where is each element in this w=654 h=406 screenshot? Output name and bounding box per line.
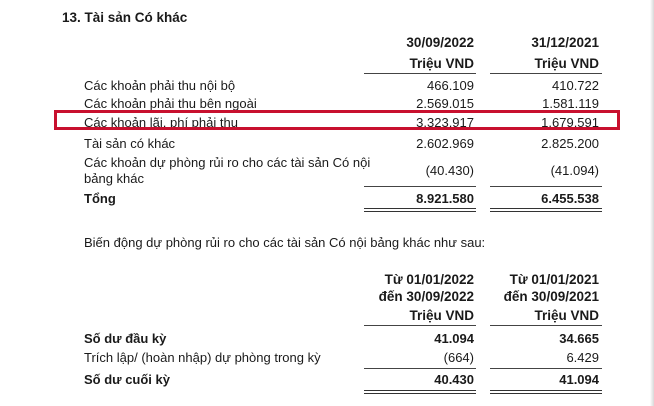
total-bottom-rule-1 [364, 208, 476, 212]
period-2-line2: đến 30/09/2021 [503, 289, 599, 304]
row-label: Trích lập/ (hoàn nhập) dự phòng trong kỳ [84, 350, 321, 365]
header-rule-2 [490, 73, 602, 74]
page-edge-shadow [650, 0, 654, 406]
row-value-2022: 2.569.015 [416, 96, 474, 111]
col-unit-1: Triệu VND [409, 308, 474, 323]
row-value-2021: 1.581.119 [542, 96, 599, 111]
row-label: Tài sản có khác [84, 136, 176, 151]
col-unit-1: Triệu VND [409, 56, 474, 71]
total2-bottom-rule-2 [490, 390, 602, 394]
section-title: 13. Tài sản Có khác [62, 10, 188, 25]
total-label: Tổng [84, 191, 116, 206]
total-top-rule-1 [364, 186, 476, 187]
row-value-2021: 2.825.200 [541, 136, 599, 151]
row-value-2021: 410.722 [552, 78, 599, 93]
row-value-2022: 40.430 [434, 372, 474, 387]
row-value-2021: 41.094 [559, 372, 599, 387]
header2-rule-2 [490, 325, 602, 326]
highlight-box [54, 110, 620, 130]
header2-rule-1 [364, 325, 476, 326]
col-unit-2: Triệu VND [534, 56, 599, 71]
row-label-cont: bảng khác [84, 171, 144, 186]
total2-top-rule-1 [364, 368, 476, 369]
row-value-2021: 1.679.591 [541, 115, 599, 130]
row-label: Số dư cuối kỳ [84, 372, 170, 387]
row-value-2021: (41.094) [550, 163, 599, 178]
row-value-2022: 41.094 [434, 331, 474, 346]
row-label: Các khoản lãi, phí phải thu [84, 115, 238, 130]
header-rule-1 [364, 73, 476, 74]
period-1-line2: đến 30/09/2022 [378, 289, 474, 304]
row-value-2022: 2.602.969 [416, 136, 474, 151]
row-label: Các khoản phải thu nội bộ [84, 78, 236, 93]
row-value-2022: (664) [443, 350, 474, 365]
total2-top-rule-2 [490, 368, 602, 369]
total-bottom-rule-2 [490, 208, 602, 212]
row-value-2022: 466.109 [427, 78, 474, 93]
period-2-line1: Từ 01/01/2021 [509, 272, 599, 287]
row-label: Các khoản phải thu bên ngoài [84, 96, 257, 111]
col-date-1: 30/09/2022 [406, 35, 474, 50]
total2-bottom-rule-1 [364, 390, 476, 394]
row-label: Số dư đầu kỳ [84, 331, 167, 346]
total-value-2021: 6.455.538 [541, 191, 599, 206]
row-label: Các khoản dự phòng rủi ro cho các tài sản Có nội [84, 155, 371, 170]
col-unit-2: Triệu VND [534, 308, 599, 323]
col-date-2: 31/12/2021 [531, 35, 599, 50]
row-value-2021: 6.429 [566, 350, 599, 365]
row-value-2022: 3.323.917 [416, 115, 474, 130]
total-value-2022: 8.921.580 [416, 191, 474, 206]
intro-text: Biến động dự phòng rủi ro cho các tài sản Có nội bảng khác như sau: [84, 235, 486, 250]
period-1-line1: Từ 01/01/2022 [384, 272, 474, 287]
total-top-rule-2 [490, 186, 602, 187]
row-value-2021: 34.665 [559, 331, 599, 346]
row-value-2022: (40.430) [425, 163, 474, 178]
